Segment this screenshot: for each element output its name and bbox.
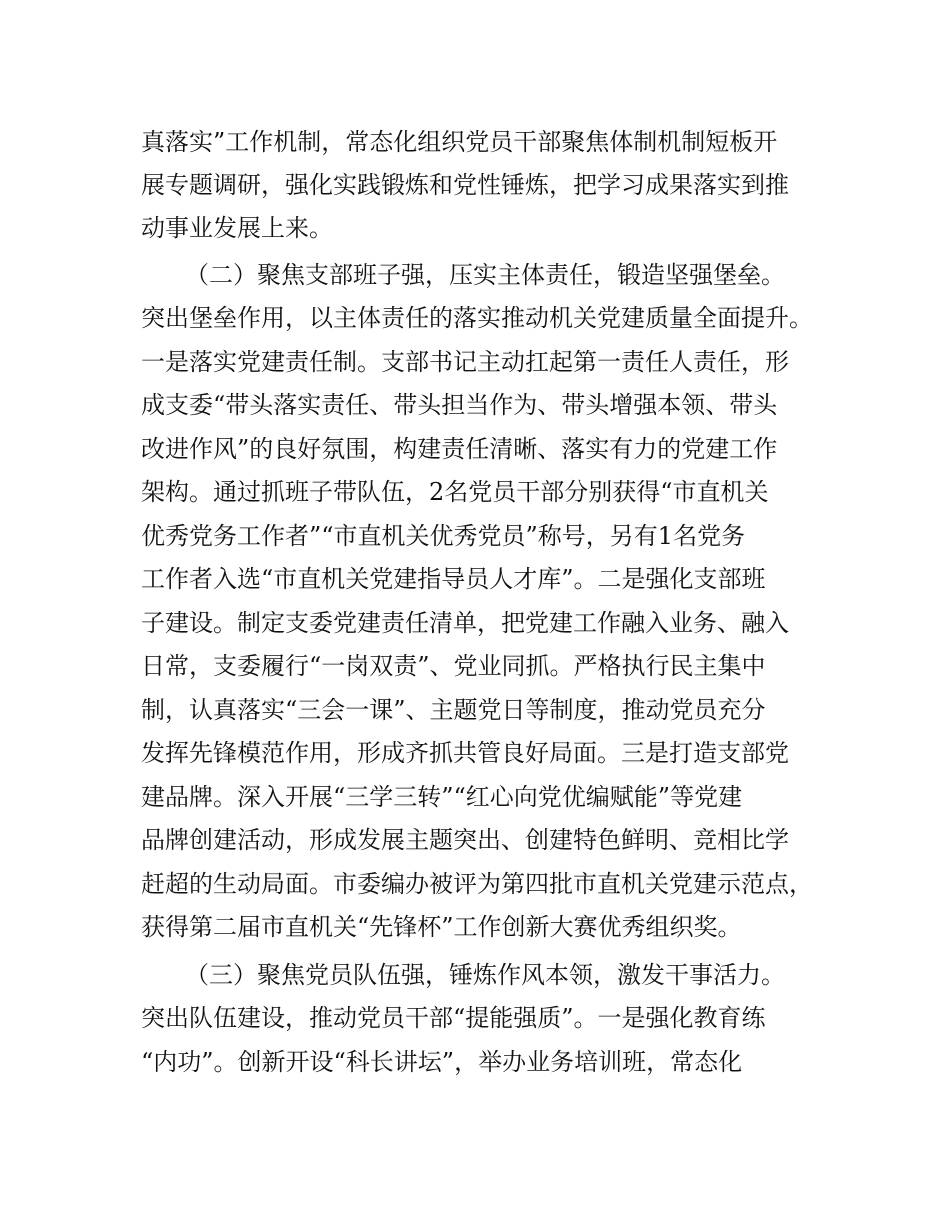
line-text: 突出队伍建设，推动党员干部“提能强质”。一是强化教育练	[141, 1004, 766, 1032]
text-line	[0, 775, 950, 819]
text-line	[0, 601, 950, 645]
line-text: 品牌创建活动，形成发展主题突出、创建特色鲜明、竞相比学	[141, 826, 789, 854]
line-text: “内功”。创新开设“科长讲坛”，举办业务培训班，常态化	[141, 1048, 743, 1076]
line-text: 动事业发展上来。	[141, 214, 333, 242]
line-text: 发挥先锋模范作用，形成齐抓共管良好局面。三是打造支部党	[141, 739, 789, 767]
text-line	[0, 427, 950, 471]
text-line	[0, 996, 950, 1040]
text-line	[0, 1040, 950, 1084]
line-text: 架构。通过抓班子带队伍，2名党员干部分别获得“市直机关	[141, 478, 769, 506]
section-heading-line	[0, 953, 950, 997]
text-line	[0, 383, 950, 427]
text-line	[0, 120, 950, 164]
section-heading-line	[0, 253, 950, 297]
line-text: 子建设。制定支委党建责任清单，把党建工作融入业务、融入	[141, 609, 789, 637]
text-line	[0, 644, 950, 688]
text-line	[0, 514, 950, 558]
section-heading-text: （二）聚焦支部班子强，压实主体责任，锻造坚强堡垒。	[185, 261, 785, 289]
text-line	[0, 206, 950, 250]
text-line	[0, 731, 950, 775]
text-line	[0, 296, 950, 340]
line-text: 展专题调研，强化实践锻炼和党性锤炼，把学习成果落实到推	[141, 171, 789, 199]
text-line	[0, 163, 950, 207]
line-text: 突出堡垒作用，以主体责任的落实推动机关党建质量全面提升。	[141, 304, 813, 332]
line-text: 优秀党务工作者”“市直机关优秀党员”称号，另有1名党务	[141, 522, 746, 550]
line-text: 赶超的生动局面。市委编办被评为第四批市直机关党建示范点，	[141, 870, 813, 898]
line-text: 建品牌。深入开展“三学三转”“红心向党优编赋能”等党建	[141, 783, 743, 811]
line-text: 改进作风”的良好氛围，构建责任清晰、落实有力的党建工作	[141, 435, 778, 463]
line-text: 制，认真落实“三会一课”、主题党日等制度，推动党员充分	[141, 696, 766, 724]
text-line	[0, 470, 950, 514]
text-line	[0, 862, 950, 906]
text-line	[0, 818, 950, 862]
line-text: 日常，支委履行“一岗双责”、党业同抓。严格执行民主集中	[141, 652, 766, 680]
section-heading-text: （三）聚焦党员队伍强，锤炼作风本领，激发干事活力。	[185, 961, 785, 989]
text-line	[0, 340, 950, 384]
text-line	[0, 557, 950, 601]
text-line	[0, 688, 950, 732]
line-text: 真落实”工作机制，常态化组织党员干部聚焦体制机制短板开	[141, 128, 778, 156]
line-text: 工作者入选“市直机关党建指导员人才库”。二是强化支部班	[141, 565, 766, 593]
text-line	[0, 905, 950, 949]
line-text: 一是落实党建责任制。支部书记主动扛起第一责任人责任，形	[141, 348, 789, 376]
line-text: 获得第二届市直机关“先锋杯”工作创新大赛优秀组织奖。	[141, 913, 742, 941]
line-text: 成支委“带头落实责任、带头担当作为、带头增强本领、带头	[141, 391, 778, 419]
